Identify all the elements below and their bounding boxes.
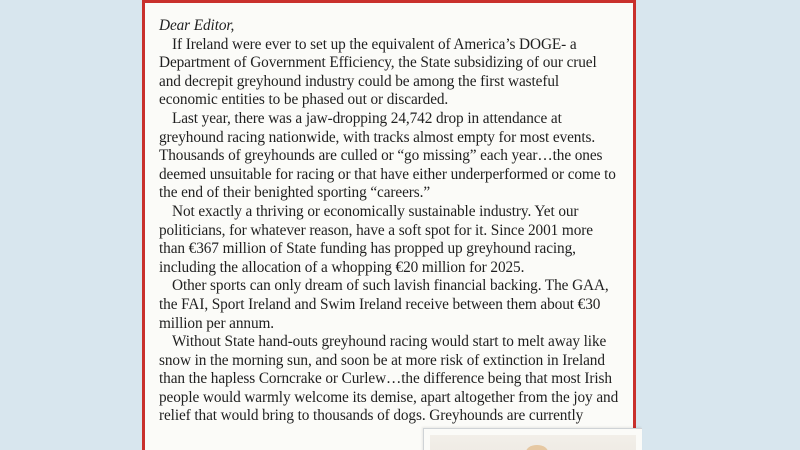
inset-photo-image [430,435,636,450]
inset-photo [423,428,642,450]
letter-paragraph: Other sports can only dream of such lavish financial backing. The GAA, the FAI, Sport Ireland and Swim Ireland receive between them about €30 million per annum. [159,277,609,332]
letter-salutation: Dear Editor, [159,17,235,34]
letter-paragraph-last: Without State hand-outs greyhound racing would start to melt away like snow in the morning sun, and soon be at more risk of extinction in Ireland than the hapless Corncrake or Curlew…the difference being that most Irish people would warmly welcome its demise, apart altogether from the joy and relief that would bring to thousands of dogs. Greyhounds are currently [159,333,619,425]
letter-paragraph: Last year, there was a jaw-dropping 24,742 drop in attendance at greyhound racing nationwide, with tracks almost empty for most events. Thousands of greyhounds are culled or “go missing” each year…the ones deemed unsuitable for racing or that have either underperformed or come to the end of their benighted sporting “careers.” [159,109,616,202]
letter-body [159,17,621,426]
photo-subject [526,445,548,450]
letter-paragraph: Not exactly a thriving or economically sustainable industry. Yet our politicians, for whatever reason, have a soft spot for it. Since 2001 more than €367 million of State funding has propped up greyhound racing, including the allocation of a whopping €20 million for 2025. [159,202,593,276]
letter-paragraph: If Ireland were ever to set up the equivalent of America’s DOGE- a Department of Government Efficiency, the State subsidizing of our cruel and decrepit greyhound industry could be among the first wasteful economic entities to be phased out or discarded. [159,35,597,109]
letter-frame [142,0,636,450]
